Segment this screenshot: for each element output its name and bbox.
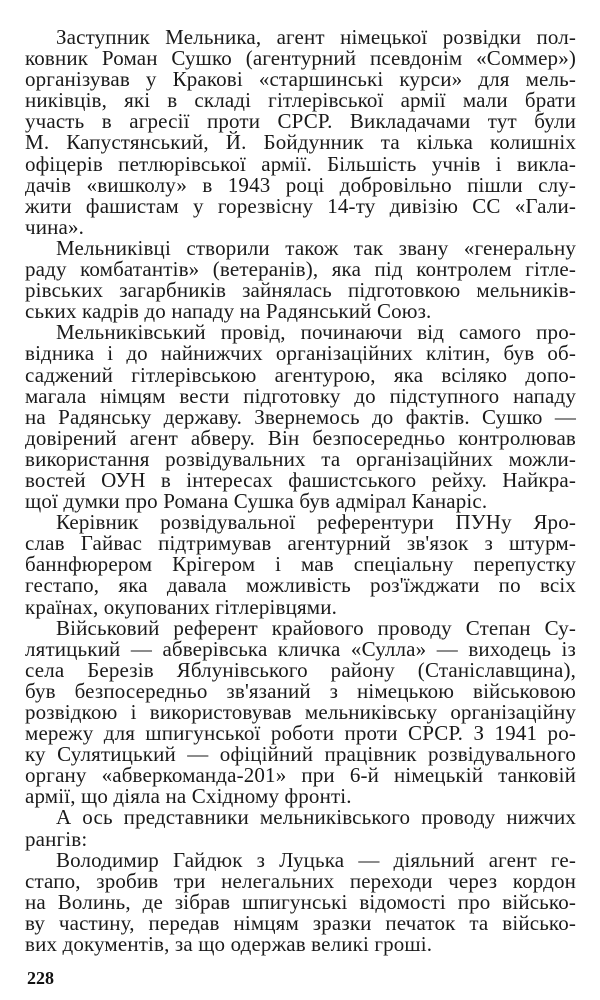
text-line: щої думки про Романа Сушка був адмірал Канаріс. [25,489,488,514]
text-line: органу «абверкоманда-201» при 6-й німецькій танковій [25,763,576,788]
text-line: Військовий референт крайового проводу Степан Су- [56,615,576,640]
text-line: гестапо, яка давала можливість роз'їжджати по всіх [25,573,576,598]
text-line: никівців, які в складі гітлерівської армії мали брати [25,88,576,113]
text-line: села Березів Яблунівського району (Станіславщина), [25,657,576,682]
text-line: країнах, окупованих гітлерівцями. [25,594,338,619]
text-line: ку Сулятицький — офіційний працівник розвідувального [25,742,576,767]
text-line: жити фашистам у горезвісну 14-ту дивізію СС «Гали- [25,193,576,218]
text-line: Мельниківський провід, починаючи від самого про- [56,320,576,345]
text-line: мережу для шпигунської роботи проти СРСР. З 1941 ро- [25,721,576,746]
book-page-text [25,27,576,955]
text-line: розвідкою і використовував мельниківську організаційну [25,700,576,724]
paragraph [25,512,576,617]
text-line: стапо, зробив три нелегальних переходи через кордон [25,868,576,893]
text-line: магала німцям вести підготовку до підступного нападу [25,383,576,408]
text-line: відника і до найнижчих організаційних клітин, був об- [25,341,576,366]
paragraph [25,615,576,809]
text-line: рівських загарбників зайнялась підготовкою мельників- [25,278,576,303]
text-line: ських кадрів до нападу на Радянський Союз. [25,299,432,324]
text-line: на Волинь, де зібрав шпигунські відомості про військо- [25,889,576,914]
text-line: востей ОУН в інтересах фашистського рейху. Найкра- [25,467,576,492]
text-line: баннфюрером Крігером і мав спеціальну перепустку [25,552,576,577]
text-line: армії, що діяла на Східному фронті. [25,784,352,809]
text-line: використання розвідувальних та організаційних можли- [25,446,576,471]
text-line: довірений агент абверу. Він безпосередньо контролював [25,425,576,450]
text-line: був безпосередньо зв'язаний з німецькою військовою [25,678,576,703]
text-line: слав Гайвас підтримував агентурний зв'язок з штурм- [25,531,576,556]
paragraph [25,847,576,957]
text-line: лятицький — абверівська кличка «Сулла» — виходець із [25,636,576,661]
text-line: на Радянську державу. Звернемось до фактів. Сушко — [25,404,576,429]
page-number: 228 [27,968,54,988]
text-line: дачів «вишколу» в 1943 році добровільно пішли слу- [25,172,576,197]
paragraph [25,807,576,849]
text-line: вих документів, за що одержав великі гроші. [25,932,433,957]
paragraph [25,27,576,238]
text-line: організував у Кракові «старшинські курси» для мель- [25,67,576,92]
text-line: участь в агресії проти СРСР. Викладачами тут були [25,109,576,134]
text-line: Володимир Гайдюк з Луцька — діяльний агент ге- [56,847,576,872]
text-line: ву частину, передав німцям зразки печаток та військо- [25,910,576,935]
text-line: М. Капустянський, Й. Бойдунник та кілька колишніх [25,130,576,155]
text-line: А ось представники мельниківського проводу нижчих [56,805,576,830]
text-line: ковник Роман Сушко (агентурний псевдонім «Соммер») [25,46,576,71]
text-line: Мельниківці створили також так звану «генеральну [56,235,576,260]
paragraph [25,235,576,324]
text-line: офіцерів петлюрівської армії. Більшість учнів і викла- [25,151,576,176]
text-line: раду комбатантів» (ветеранів), яка під контролем гітле- [25,257,576,282]
text-line: Керівник розвідувальної референтури ПУНу Яро- [56,510,576,535]
text-line: рангів: [25,826,88,851]
text-line: Заступник Мельника, агент німецької розвідки пол- [56,25,576,49]
text-line: чина». [25,214,85,239]
text-line: саджений гітлерівською агентурою, яка всіляко допо- [25,362,576,387]
paragraph [25,322,576,512]
